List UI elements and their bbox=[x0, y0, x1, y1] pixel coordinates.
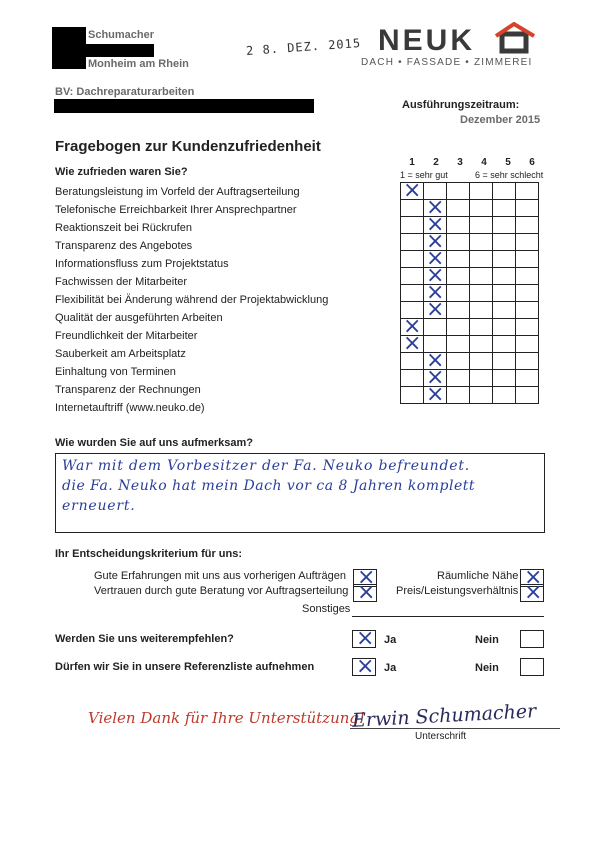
rating-cell[interactable] bbox=[447, 336, 470, 353]
thanks-note: Vielen Dank für Ihre Unterstützung! bbox=[88, 709, 366, 727]
rating-cell[interactable] bbox=[447, 268, 470, 285]
rating-cell[interactable] bbox=[447, 387, 470, 404]
rating-cell[interactable] bbox=[447, 302, 470, 319]
rating-cell[interactable] bbox=[493, 217, 516, 234]
rating-cell[interactable] bbox=[516, 353, 539, 370]
rating-cell[interactable] bbox=[470, 268, 493, 285]
rating-cell[interactable] bbox=[447, 183, 470, 200]
period-value: Dezember 2015 bbox=[460, 114, 541, 126]
rating-row bbox=[401, 268, 539, 285]
rating-cell[interactable] bbox=[447, 251, 470, 268]
criteria-trust-label: Vertrauen durch gute Beratung vor Auftragserteilung bbox=[94, 585, 349, 597]
rating-cell[interactable] bbox=[516, 285, 539, 302]
rating-cell[interactable] bbox=[516, 336, 539, 353]
reference-question: Dürfen wir Sie in unsere Referenzliste aufnehmen bbox=[55, 661, 315, 673]
question-label: Transparenz der Rechnungen bbox=[55, 384, 201, 396]
rating-cell[interactable] bbox=[493, 234, 516, 251]
question-label: Transparenz des Angebotes bbox=[55, 240, 193, 252]
column-number: 4 bbox=[481, 157, 487, 168]
recommend-question: Werden Sie uns weiterempfehlen? bbox=[55, 633, 234, 645]
logo-tagline: DACH • FASSADE • ZIMMEREI bbox=[361, 57, 533, 68]
rating-row bbox=[401, 353, 539, 370]
reference-no-checkbox[interactable] bbox=[520, 658, 544, 676]
criteria-trust-checkbox[interactable] bbox=[353, 584, 377, 602]
criteria-title: Ihr Entscheidungskriterium für uns: bbox=[55, 548, 243, 560]
rating-row bbox=[401, 200, 539, 217]
rating-cell[interactable] bbox=[493, 302, 516, 319]
rating-grid[interactable] bbox=[400, 182, 539, 404]
rating-cell[interactable] bbox=[447, 353, 470, 370]
rating-cell[interactable] bbox=[493, 319, 516, 336]
rating-cell[interactable] bbox=[447, 370, 470, 387]
rating-cell[interactable] bbox=[516, 217, 539, 234]
rating-cell[interactable] bbox=[470, 387, 493, 404]
scale-good-label: 1 = sehr gut bbox=[400, 170, 448, 180]
rating-cell[interactable] bbox=[470, 200, 493, 217]
rating-cell[interactable] bbox=[470, 217, 493, 234]
rating-row bbox=[401, 234, 539, 251]
rating-cell[interactable] bbox=[493, 387, 516, 404]
rating-cell[interactable] bbox=[424, 319, 447, 336]
rating-cell[interactable] bbox=[470, 251, 493, 268]
rating-cell[interactable] bbox=[493, 200, 516, 217]
rating-cell[interactable] bbox=[493, 370, 516, 387]
awareness-answer-box[interactable] bbox=[55, 453, 545, 533]
awareness-question: Wie wurden Sie auf uns aufmerksam? bbox=[55, 437, 253, 449]
form-subtitle: Wie zufrieden waren Sie? bbox=[55, 166, 188, 178]
recommend-no-label: Nein bbox=[475, 634, 499, 646]
recommend-yes-label: Ja bbox=[384, 634, 397, 646]
rating-cell[interactable] bbox=[516, 234, 539, 251]
rating-row bbox=[401, 387, 539, 404]
rating-cell[interactable] bbox=[470, 336, 493, 353]
rating-cell[interactable] bbox=[470, 285, 493, 302]
criteria-location-label: Räumliche Nähe bbox=[437, 570, 519, 582]
rating-cell[interactable] bbox=[447, 285, 470, 302]
rating-cell[interactable] bbox=[424, 387, 447, 404]
period-label: Ausführungszeitraum: bbox=[402, 99, 520, 111]
rating-cell[interactable] bbox=[401, 217, 424, 234]
svg-text:NEUK: NEUK bbox=[378, 24, 476, 56]
column-number: 1 bbox=[409, 157, 415, 168]
rating-row bbox=[401, 336, 539, 353]
rating-cell[interactable] bbox=[516, 183, 539, 200]
rating-cell[interactable] bbox=[470, 302, 493, 319]
reference-no-label: Nein bbox=[475, 662, 499, 674]
redacted-address-block-1 bbox=[52, 27, 86, 69]
question-label: Beratungsleistung im Vorfeld der Auftragserteilung bbox=[55, 186, 300, 198]
question-label: Flexibilität bei Änderung während der Projektabwicklung bbox=[55, 294, 329, 306]
rating-cell[interactable] bbox=[516, 319, 539, 336]
rating-cell[interactable] bbox=[401, 353, 424, 370]
rating-cell[interactable] bbox=[401, 370, 424, 387]
rating-cell[interactable] bbox=[447, 234, 470, 251]
rating-cell[interactable] bbox=[401, 268, 424, 285]
awareness-answer-line: War mit dem Vorbesitzer der Fa. Neuko befreundet. bbox=[62, 458, 471, 474]
rating-cell[interactable] bbox=[401, 251, 424, 268]
column-number: 5 bbox=[505, 157, 511, 168]
rating-row bbox=[401, 285, 539, 302]
rating-row bbox=[401, 183, 539, 200]
rating-cell[interactable] bbox=[447, 200, 470, 217]
criteria-price-label: Preis/Leistungsverhältnis bbox=[396, 585, 519, 597]
question-label: Freundlichkeit der Mitarbeiter bbox=[55, 330, 198, 342]
rating-cell[interactable] bbox=[401, 183, 424, 200]
awareness-answer-line: die Fa. Neuko hat mein Dach vor ca 8 Jahren komplett bbox=[62, 478, 475, 494]
recommend-yes-checkbox[interactable] bbox=[352, 630, 376, 648]
rating-cell[interactable] bbox=[447, 217, 470, 234]
customer-name: Schumacher bbox=[88, 29, 155, 41]
rating-cell[interactable] bbox=[401, 285, 424, 302]
criteria-other-input[interactable] bbox=[352, 616, 544, 617]
question-label: Fachwissen der Mitarbeiter bbox=[55, 276, 188, 288]
question-label: Einhaltung von Terminen bbox=[55, 366, 176, 378]
question-label: Qualität der ausgeführten Arbeiten bbox=[55, 312, 223, 324]
question-label: Internetauftriff (www.neuko.de) bbox=[55, 402, 205, 414]
rating-cell[interactable] bbox=[401, 387, 424, 404]
scale-bad-label: 6 = sehr schlecht bbox=[475, 170, 544, 180]
house-icon bbox=[496, 24, 534, 51]
signature-label: Unterschrift bbox=[415, 731, 467, 742]
signature: Erwin Schumacher bbox=[351, 700, 537, 732]
rating-cell[interactable] bbox=[470, 234, 493, 251]
rating-cell[interactable] bbox=[401, 336, 424, 353]
rating-row bbox=[401, 251, 539, 268]
rating-cell[interactable] bbox=[470, 319, 493, 336]
rating-row bbox=[401, 217, 539, 234]
question-label: Reaktionszeit bei Rückrufen bbox=[55, 222, 192, 234]
question-label: Telefonische Erreichbarkeit Ihrer Ansprechpartner bbox=[55, 204, 297, 216]
form-title: Fragebogen zur Kundenzufriedenheit bbox=[55, 138, 321, 155]
rating-cell[interactable] bbox=[493, 268, 516, 285]
rating-cell[interactable] bbox=[493, 251, 516, 268]
rating-cell[interactable] bbox=[447, 319, 470, 336]
rating-cell[interactable] bbox=[493, 353, 516, 370]
rating-cell[interactable] bbox=[401, 200, 424, 217]
criteria-other-label: Sonstiges bbox=[302, 603, 351, 615]
criteria-good-experience-label: Gute Erfahrungen mit uns aus vorherigen Aufträgen bbox=[94, 570, 346, 582]
rating-cell[interactable] bbox=[516, 200, 539, 217]
rating-cell[interactable] bbox=[516, 387, 539, 404]
rating-cell[interactable] bbox=[493, 183, 516, 200]
date-stamp: 2 8. DEZ. 2015 bbox=[245, 36, 362, 58]
rating-cell[interactable] bbox=[516, 370, 539, 387]
question-label: Informationsfluss zum Projektstatus bbox=[55, 258, 229, 270]
redacted-bv-line bbox=[54, 99, 314, 113]
question-label: Sauberkeit am Arbeitsplatz bbox=[55, 348, 186, 360]
column-number: 3 bbox=[457, 157, 463, 168]
rating-cell[interactable] bbox=[470, 183, 493, 200]
recommend-no-checkbox[interactable] bbox=[520, 630, 544, 648]
rating-cell[interactable] bbox=[493, 336, 516, 353]
reference-yes-label: Ja bbox=[384, 662, 397, 674]
rating-cell[interactable] bbox=[401, 234, 424, 251]
neuko-logo bbox=[378, 22, 548, 61]
column-number: 2 bbox=[433, 157, 439, 168]
rating-cell[interactable] bbox=[516, 251, 539, 268]
rating-cell[interactable] bbox=[493, 285, 516, 302]
reference-yes-checkbox[interactable] bbox=[352, 658, 376, 676]
rating-cell[interactable] bbox=[516, 302, 539, 319]
neuko-logo-wordmark bbox=[378, 22, 548, 56]
redacted-address-block-2 bbox=[86, 44, 154, 57]
rating-cell[interactable] bbox=[424, 302, 447, 319]
column-number: 6 bbox=[529, 157, 535, 168]
rating-cell[interactable] bbox=[470, 353, 493, 370]
bv-label: BV: Dachreparaturarbeiten bbox=[55, 86, 195, 98]
rating-cell[interactable] bbox=[516, 268, 539, 285]
customer-city: Monheim am Rhein bbox=[88, 58, 189, 70]
awareness-answer-line: erneuert. bbox=[62, 498, 136, 514]
signature-line bbox=[350, 728, 560, 729]
rating-cell[interactable] bbox=[470, 370, 493, 387]
rating-row bbox=[401, 370, 539, 387]
criteria-price-checkbox[interactable] bbox=[520, 584, 544, 602]
